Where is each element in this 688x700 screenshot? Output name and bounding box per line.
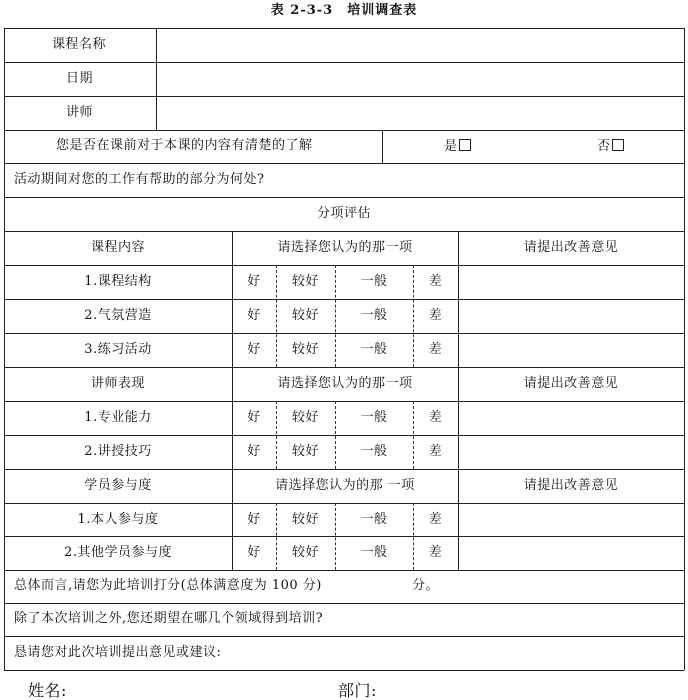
rule: [4, 62, 684, 63]
rule: [4, 299, 684, 300]
rule: [4, 435, 684, 436]
group-header: 学员参与度: [84, 478, 152, 493]
rule: [4, 536, 684, 537]
rule: [4, 231, 684, 232]
rating-poor[interactable]: 差: [428, 308, 443, 323]
rating-better[interactable]: 较好: [291, 512, 319, 527]
item-label: 1.专业能力: [84, 410, 152, 425]
rating-poor[interactable]: 差: [428, 512, 443, 527]
overall-score-question: 总体而言,请您为此培训打分(总体满意度为 100 分): [14, 578, 322, 593]
suggest-header: 请提出改善意见: [523, 240, 619, 255]
rating-poor[interactable]: 差: [428, 342, 443, 357]
eval-col-divider-2: [458, 231, 459, 570]
group-header: 课程内容: [90, 240, 145, 255]
helpful-question: 活动期间对您的工作有帮助的部分为何处?: [14, 172, 265, 187]
other-fields-question: 除了本次培训之外,您还期望在哪几个领域得到培训?: [14, 611, 324, 626]
choose-header: 请选择您认为的那一项: [277, 376, 413, 391]
rating-average[interactable]: 一般: [360, 274, 388, 289]
prior-divider: [382, 130, 383, 163]
yes-label: 是: [444, 139, 458, 154]
no-label: 否: [597, 139, 611, 154]
choose-header: 请选择您认为的那一项: [277, 240, 413, 255]
rating-poor[interactable]: 差: [428, 444, 443, 459]
rule: [4, 130, 684, 131]
rating-poor[interactable]: 差: [428, 545, 443, 560]
group-header: 讲师表现: [90, 376, 145, 391]
rating-good[interactable]: 好: [247, 274, 261, 289]
rating-good[interactable]: 好: [247, 410, 261, 425]
rating-better[interactable]: 较好: [291, 444, 319, 459]
rule: [4, 367, 684, 368]
rule-top: [4, 28, 684, 29]
rule: [4, 96, 684, 97]
suggest-header: 请提出改善意见: [523, 376, 619, 391]
rating-good[interactable]: 好: [247, 308, 261, 323]
item-label: 3.练习活动: [84, 342, 152, 357]
date-label: 日期: [66, 71, 94, 86]
rule: [4, 570, 684, 571]
rating-poor[interactable]: 差: [428, 410, 443, 425]
rule: [4, 163, 684, 164]
rating-average[interactable]: 一般: [360, 308, 388, 323]
rating-good[interactable]: 好: [247, 545, 261, 560]
rating-average[interactable]: 一般: [360, 512, 388, 527]
rule: [4, 401, 684, 402]
rating-better[interactable]: 较好: [291, 308, 319, 323]
course-name-label: 课程名称: [52, 37, 107, 52]
item-label: 1.课程结构: [84, 274, 152, 289]
rule-bottom: [4, 670, 684, 671]
rating-better[interactable]: 较好: [291, 274, 319, 289]
rating-good[interactable]: 好: [247, 512, 261, 527]
choose-header: 请选择您认为的那 一项: [275, 478, 415, 493]
no-option[interactable]: [597, 139, 624, 154]
rule: [4, 636, 684, 637]
rating-average[interactable]: 一般: [360, 545, 388, 560]
rating-poor[interactable]: 差: [428, 274, 443, 289]
border-right: [684, 28, 685, 670]
lecturer-label: 讲师: [66, 105, 94, 120]
item-label: 2.其他学员参与度: [64, 545, 172, 560]
rating-better[interactable]: 较好: [291, 410, 319, 425]
rating-good[interactable]: 好: [247, 444, 261, 459]
rule: [4, 469, 684, 470]
department-label: 部门:: [338, 681, 377, 700]
label-divider: [156, 28, 157, 130]
overall-score-unit: 分。: [412, 578, 440, 593]
rating-average[interactable]: 一般: [360, 342, 388, 357]
rating-better[interactable]: 较好: [291, 342, 319, 357]
item-label: 2.讲授技巧: [84, 444, 152, 459]
rule: [4, 333, 684, 334]
name-label: 姓名:: [28, 681, 67, 700]
item-label: 1.本人参与度: [77, 512, 159, 527]
suggest-header: 请提出改善意见: [523, 478, 619, 493]
yes-option[interactable]: [444, 139, 471, 154]
rating-average[interactable]: 一般: [360, 444, 388, 459]
item-label: 2.气氛营造: [84, 308, 152, 323]
rule: [4, 197, 684, 198]
rating-good[interactable]: 好: [247, 342, 261, 357]
prior-knowledge-question: 您是否在课前对于本课的内容有清楚的了解: [56, 138, 313, 153]
rating-average[interactable]: 一般: [360, 410, 388, 425]
no-checkbox[interactable]: [612, 139, 624, 151]
section-title: 分项评估: [316, 206, 371, 221]
rule: [4, 265, 684, 266]
suggestion-request: 恳请您对此次培训提出意见或建议:: [14, 645, 222, 660]
rating-better[interactable]: 较好: [291, 545, 319, 560]
rule: [4, 503, 684, 504]
yes-checkbox[interactable]: [459, 139, 471, 151]
rule: [4, 603, 684, 604]
form-title: 表 2-3-3 培训调查表: [270, 3, 418, 18]
